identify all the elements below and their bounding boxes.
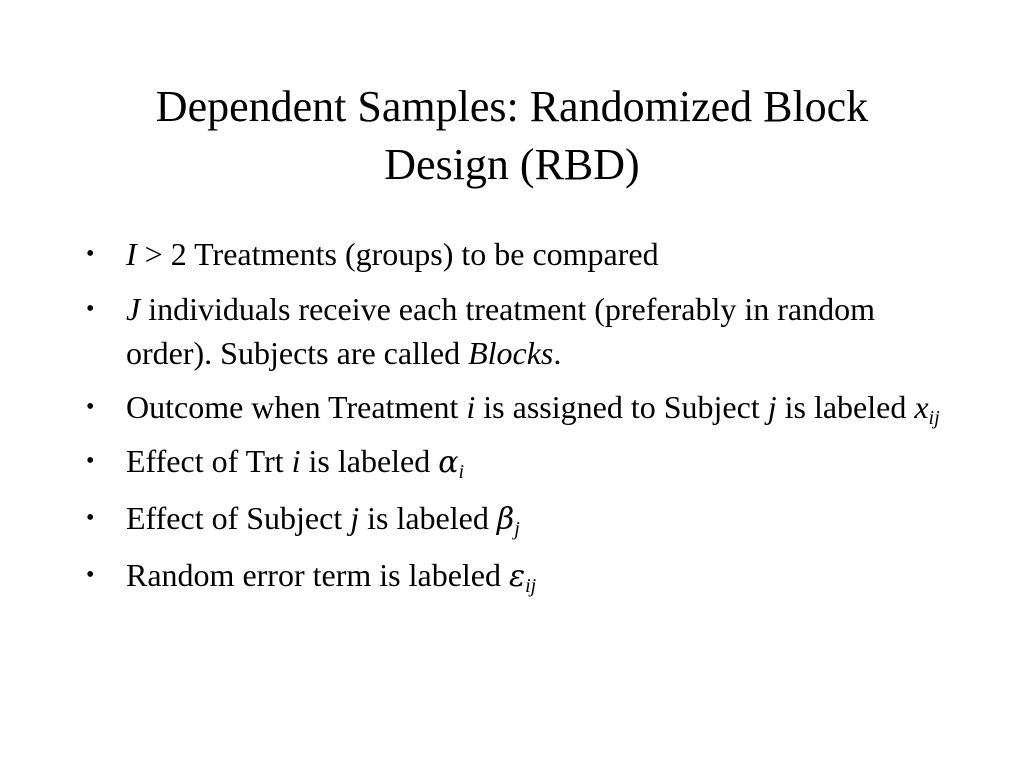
beta-symbol: β	[496, 502, 515, 537]
bullet-text-3: is labeled	[776, 389, 915, 425]
subscript-i: i	[458, 461, 465, 483]
bullet-item-subject-effect	[84, 496, 964, 542]
bullet-icon: •	[86, 562, 95, 588]
x-symbol: x	[914, 389, 929, 425]
bullet-icon: •	[86, 505, 95, 531]
var-j: j	[350, 500, 360, 536]
var-j: j	[767, 389, 777, 425]
bullet-item-trt-effect	[84, 439, 964, 485]
blocks-term: Blocks	[468, 335, 554, 371]
subscript-j: j	[514, 518, 520, 540]
var-i: i	[466, 389, 476, 425]
bullet-icon: •	[86, 296, 95, 322]
bullet-text: individuals receive each treatment (preferably in random order). Subjects are called	[126, 291, 875, 371]
var-J: J	[126, 291, 141, 327]
bullet-icon: •	[86, 241, 95, 267]
bullet-text-end: .	[553, 335, 562, 371]
greater-than: >	[136, 236, 171, 272]
alpha-symbol: α	[438, 445, 459, 480]
slide-title	[60, 78, 964, 194]
bullet-text: 2 Treatments (groups) to be compared	[170, 236, 659, 272]
bullet-text: Effect of Trt	[126, 443, 292, 479]
bullet-text-2: is labeled	[359, 500, 497, 536]
bullet-icon: •	[86, 394, 95, 420]
var-i: i	[291, 443, 301, 479]
bullet-list	[84, 232, 964, 610]
subscript-ij: ij	[928, 407, 940, 429]
epsilon-symbol: ε	[508, 559, 526, 594]
var-I: I	[126, 236, 137, 272]
bullet-item-error-term	[84, 553, 964, 599]
bullet-text: Random error term is labeled	[126, 557, 509, 593]
title-line-1: Dependent Samples: Randomized Block	[155, 82, 869, 131]
bullet-icon: •	[86, 448, 95, 474]
bullet-item-treatments	[84, 232, 964, 276]
title-line-2: Design (RBD)	[384, 140, 640, 189]
bullet-item-individuals	[84, 287, 964, 375]
bullet-text: Effect of Subject	[126, 500, 351, 536]
bullet-text-2: is labeled	[300, 443, 439, 479]
bullet-item-outcome	[84, 385, 964, 429]
bullet-text: Outcome when Treatment	[126, 389, 467, 425]
subscript-ij: ij	[525, 575, 537, 597]
bullet-text-2: is assigned to Subject	[475, 389, 768, 425]
